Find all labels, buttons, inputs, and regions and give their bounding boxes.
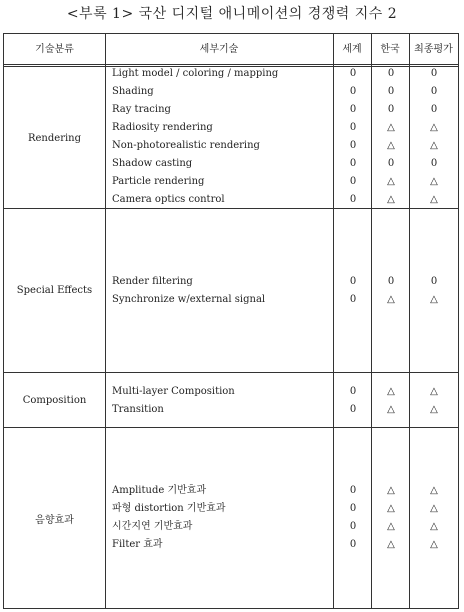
competitiveness-table	[3, 33, 459, 609]
world-score: 0	[349, 86, 357, 97]
detail-name: Light model / coloring / mapping	[112, 68, 279, 79]
world-score: 0	[349, 176, 357, 187]
korea-score: △	[387, 521, 395, 532]
korea-score: △	[387, 194, 395, 205]
final-score: △	[430, 140, 438, 151]
final-score: 0	[430, 86, 438, 97]
table-row	[105, 83, 455, 101]
header-detail: 세부기술	[199, 44, 239, 55]
detail-name: Ray tracing	[112, 104, 171, 115]
world-score: 0	[349, 68, 357, 79]
korea-score: △	[387, 404, 395, 415]
world-score: 0	[349, 503, 357, 514]
final-score: △	[430, 485, 438, 496]
table-row	[105, 383, 455, 401]
final-score: △	[430, 539, 438, 550]
table-row	[105, 65, 455, 83]
world-score: 0	[349, 158, 357, 169]
final-score: △	[430, 503, 438, 514]
world-score: 0	[349, 521, 357, 532]
korea-score: △	[387, 485, 395, 496]
table-row	[105, 536, 455, 554]
detail-name: Particle rendering	[112, 176, 205, 187]
final-score: 0	[430, 276, 438, 287]
korea-score: 0	[387, 104, 395, 115]
korea-score: △	[387, 176, 395, 187]
table-row	[105, 482, 455, 500]
header-category: 기술분류	[35, 44, 74, 55]
final-score: △	[430, 176, 438, 187]
final-score: △	[430, 194, 438, 205]
category-cell: 음향효과	[35, 514, 74, 526]
final-score: △	[430, 294, 438, 305]
table-row	[105, 401, 455, 419]
header-korea: 한국	[380, 44, 400, 55]
korea-score: △	[387, 122, 395, 133]
document-title: <부록 1> 국산 디지털 애니메이션의 경쟁력 지수 2	[66, 6, 398, 22]
table-row	[105, 155, 455, 173]
korea-score: △	[387, 503, 395, 514]
detail-name: Synchronize w/external signal	[112, 294, 266, 305]
detail-name: Amplitude 기반효과	[112, 485, 207, 496]
world-score: 0	[349, 294, 357, 305]
world-score: 0	[349, 122, 357, 133]
final-score: 0	[430, 104, 438, 115]
table-row	[105, 273, 455, 291]
world-score: 0	[349, 194, 357, 205]
detail-name: Multi-layer Composition	[112, 386, 235, 397]
table-row	[105, 291, 455, 309]
table-row	[105, 137, 455, 155]
world-score: 0	[349, 140, 357, 151]
detail-name: 파형 distortion 기반효과	[112, 503, 226, 514]
final-score: 0	[430, 158, 438, 169]
korea-score: 0	[387, 86, 395, 97]
final-score: 0	[430, 68, 438, 79]
world-score: 0	[349, 404, 357, 415]
korea-score: 0	[387, 276, 395, 287]
korea-score: 0	[387, 158, 395, 169]
korea-score: △	[387, 294, 395, 305]
korea-score: 0	[387, 68, 395, 79]
world-score: 0	[349, 104, 357, 115]
detail-name: Shadow casting	[112, 158, 193, 169]
final-score: △	[430, 521, 438, 532]
korea-score: △	[387, 386, 395, 397]
category-cell: Rendering	[27, 132, 82, 144]
final-score: △	[430, 122, 438, 133]
world-score: 0	[349, 539, 357, 550]
header-final: 최종평가	[414, 44, 453, 55]
header-world: 세계	[342, 44, 362, 55]
detail-name: Transition	[112, 404, 164, 415]
final-score: △	[430, 386, 438, 397]
table-row	[105, 518, 455, 536]
world-score: 0	[349, 485, 357, 496]
detail-name: 시간지연 기반효과	[112, 521, 193, 532]
detail-name: Non-photorealistic rendering	[112, 140, 260, 151]
table-row	[105, 191, 455, 209]
category-cell: Special Effects	[16, 285, 93, 296]
detail-name: Filter 효과	[112, 539, 163, 550]
detail-name: Shading	[112, 86, 154, 97]
table-row	[105, 119, 455, 137]
detail-name: Radiosity rendering	[112, 122, 213, 133]
table-row	[105, 173, 455, 191]
world-score: 0	[349, 276, 357, 287]
korea-score: △	[387, 539, 395, 550]
table-row	[105, 101, 455, 119]
final-score: △	[430, 404, 438, 415]
detail-name: Render filtering	[112, 276, 193, 287]
korea-score: △	[387, 140, 395, 151]
table-row	[105, 500, 455, 518]
world-score: 0	[349, 386, 357, 397]
detail-name: Camera optics control	[112, 194, 225, 205]
category-cell: Composition	[22, 394, 87, 406]
